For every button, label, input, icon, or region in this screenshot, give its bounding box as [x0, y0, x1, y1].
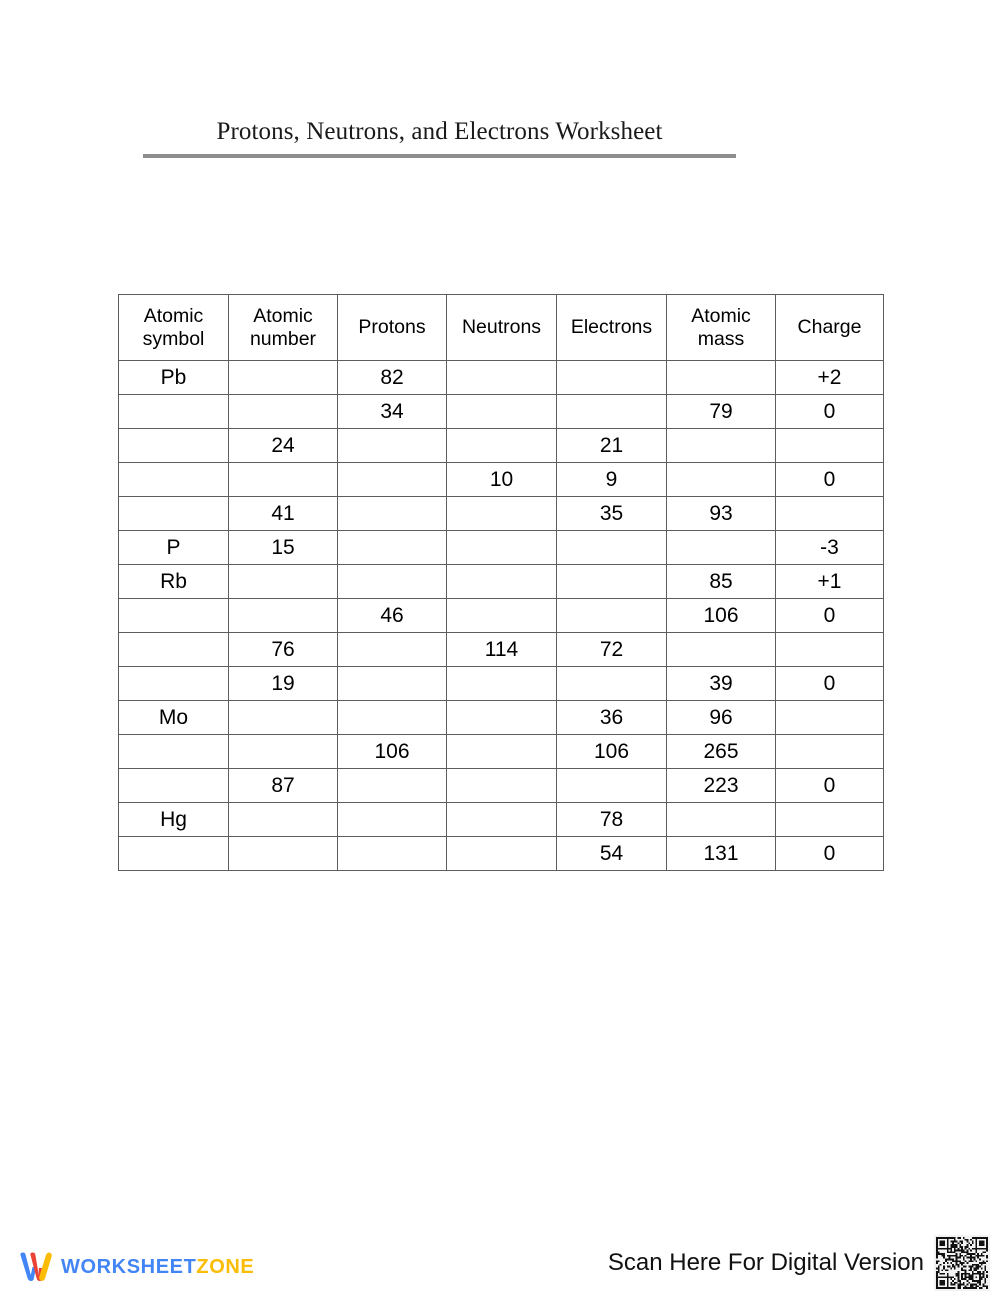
cell-atomic-symbol[interactable] [119, 429, 229, 463]
particles-table [118, 294, 884, 871]
cell-neutrons[interactable] [447, 735, 557, 769]
cell-atomic-mass[interactable]: 106 [667, 599, 776, 633]
table-row [119, 395, 884, 429]
cell-charge[interactable]: 0 [776, 769, 884, 803]
table-row [119, 735, 884, 769]
cell-electrons[interactable]: 35 [557, 497, 667, 531]
cell-charge[interactable]: 0 [776, 395, 884, 429]
qr-code-icon[interactable] [934, 1235, 990, 1291]
cell-atomic-symbol[interactable] [119, 599, 229, 633]
cell-charge[interactable]: -3 [776, 531, 884, 565]
cell-protons[interactable] [338, 803, 447, 837]
column-header-atomic-symbol [119, 295, 229, 361]
cell-atomic-mass[interactable] [667, 361, 776, 395]
cell-atomic-number[interactable]: 19 [229, 667, 338, 701]
cell-atomic-mass[interactable]: 223 [667, 769, 776, 803]
table-row [119, 701, 884, 735]
cell-atomic-number[interactable] [229, 463, 338, 497]
table-row [119, 497, 884, 531]
cell-neutrons[interactable] [447, 803, 557, 837]
brand-name-secondary: ZONE [196, 1256, 255, 1278]
cell-atomic-mass[interactable] [667, 429, 776, 463]
cell-protons[interactable] [338, 769, 447, 803]
scan-prompt [608, 1232, 990, 1294]
cell-electrons[interactable] [557, 565, 667, 599]
cell-atomic-number[interactable]: 15 [229, 531, 338, 565]
cell-charge[interactable] [776, 803, 884, 837]
cell-atomic-symbol[interactable]: Mo [119, 701, 229, 735]
cell-atomic-number[interactable] [229, 803, 338, 837]
cell-atomic-mass[interactable]: 85 [667, 565, 776, 599]
cell-protons[interactable] [338, 429, 447, 463]
cell-atomic-symbol[interactable]: P [119, 531, 229, 565]
cell-neutrons[interactable] [447, 701, 557, 735]
table-body [119, 361, 884, 871]
column-header-line-1: Charge [797, 316, 862, 338]
cell-atomic-number[interactable]: 24 [229, 429, 338, 463]
cell-electrons[interactable]: 21 [557, 429, 667, 463]
table-row [119, 463, 884, 497]
cell-charge[interactable] [776, 633, 884, 667]
table-row [119, 599, 884, 633]
table-row [119, 667, 884, 701]
cell-electrons[interactable] [557, 769, 667, 803]
cell-electrons[interactable]: 106 [557, 735, 667, 769]
cell-atomic-number[interactable] [229, 395, 338, 429]
cell-atomic-mass[interactable] [667, 463, 776, 497]
cell-neutrons[interactable]: 10 [447, 463, 557, 497]
table-row [119, 429, 884, 463]
cell-atomic-number[interactable] [229, 565, 338, 599]
cell-atomic-symbol[interactable] [119, 837, 229, 871]
page-title: Protons, Neutrons, and Electrons Worksheet [216, 118, 663, 145]
brand-name-primary: WORKSHEET [61, 1256, 197, 1278]
cell-atomic-symbol[interactable] [119, 633, 229, 667]
column-header-atomic-mass [667, 295, 776, 361]
scan-here-label: Scan Here For Digital Version [607, 1249, 924, 1276]
cell-protons[interactable] [338, 531, 447, 565]
cell-atomic-symbol[interactable] [119, 497, 229, 531]
cell-protons[interactable] [338, 497, 447, 531]
column-header-atomic-number [229, 295, 338, 361]
cell-neutrons[interactable] [447, 429, 557, 463]
cell-atomic-number[interactable] [229, 361, 338, 395]
cell-atomic-symbol[interactable] [119, 769, 229, 803]
cell-atomic-number[interactable] [229, 599, 338, 633]
column-header-line-2: symbol [142, 327, 205, 350]
cell-neutrons[interactable]: 114 [447, 633, 557, 667]
cell-atomic-mass[interactable]: 39 [667, 667, 776, 701]
cell-atomic-number[interactable]: 76 [229, 633, 338, 667]
table-header-row [119, 295, 884, 361]
cell-atomic-symbol[interactable] [119, 667, 229, 701]
cell-neutrons[interactable] [447, 599, 557, 633]
cell-electrons[interactable]: 9 [557, 463, 667, 497]
worksheetzone-logo[interactable] [18, 1250, 254, 1284]
cell-atomic-symbol[interactable] [119, 463, 229, 497]
cell-electrons[interactable]: 36 [557, 701, 667, 735]
cell-charge[interactable]: +1 [776, 565, 884, 599]
cell-neutrons[interactable] [447, 667, 557, 701]
cell-neutrons[interactable] [447, 565, 557, 599]
column-header-neutrons [447, 295, 557, 361]
cell-protons[interactable] [338, 701, 447, 735]
cell-electrons[interactable] [557, 531, 667, 565]
cell-neutrons[interactable] [447, 361, 557, 395]
worksheetzone-w-mark-icon [18, 1251, 54, 1283]
title-divider [143, 154, 736, 158]
column-header-line-1: Atomic [143, 304, 204, 327]
column-header-line-1: Atomic [253, 304, 313, 327]
column-header-line-1: Atomic [691, 304, 751, 327]
cell-charge[interactable] [776, 735, 884, 769]
cell-atomic-mass[interactable] [667, 803, 776, 837]
cell-charge[interactable] [776, 429, 884, 463]
worksheet-table-container [118, 294, 883, 871]
cell-protons[interactable]: 46 [338, 599, 447, 633]
cell-charge[interactable] [776, 497, 884, 531]
cell-electrons[interactable]: 72 [557, 633, 667, 667]
column-header-electrons [557, 295, 667, 361]
table-row [119, 565, 884, 599]
cell-charge[interactable] [776, 701, 884, 735]
cell-atomic-symbol[interactable] [119, 395, 229, 429]
cell-charge[interactable]: 0 [776, 599, 884, 633]
cell-charge[interactable]: 0 [776, 837, 884, 871]
cell-neutrons[interactable] [447, 497, 557, 531]
cell-protons[interactable]: 106 [338, 735, 447, 769]
cell-charge[interactable]: +2 [776, 361, 884, 395]
cell-atomic-number[interactable]: 87 [229, 769, 338, 803]
cell-atomic-symbol[interactable]: Pb [119, 361, 229, 395]
brand-wordmark [61, 1257, 254, 1277]
cell-charge[interactable]: 0 [776, 463, 884, 497]
cell-atomic-number[interactable]: 41 [229, 497, 338, 531]
cell-charge[interactable]: 0 [776, 667, 884, 701]
table-row [119, 769, 884, 803]
table-row [119, 633, 884, 667]
title-block [143, 116, 736, 158]
cell-neutrons[interactable] [447, 769, 557, 803]
cell-atomic-mass[interactable]: 93 [667, 497, 776, 531]
cell-electrons[interactable]: 54 [557, 837, 667, 871]
cell-neutrons[interactable] [447, 395, 557, 429]
cell-protons[interactable] [338, 633, 447, 667]
cell-protons[interactable] [338, 837, 447, 871]
column-header-line-1: Neutrons [461, 316, 542, 338]
column-header-line-2: number [249, 327, 317, 350]
cell-atomic-number[interactable] [229, 735, 338, 769]
cell-atomic-symbol[interactable]: Hg [119, 803, 229, 837]
cell-neutrons[interactable] [447, 531, 557, 565]
cell-protons[interactable]: 82 [338, 361, 447, 395]
cell-protons[interactable] [338, 463, 447, 497]
table-row [119, 837, 884, 871]
cell-atomic-mass[interactable]: 265 [667, 735, 776, 769]
column-header-line-1: Electrons [570, 316, 653, 338]
table-row [119, 531, 884, 565]
page-footer [0, 1232, 1000, 1294]
cell-electrons[interactable] [557, 667, 667, 701]
cell-atomic-number[interactable] [229, 837, 338, 871]
cell-electrons[interactable]: 78 [557, 803, 667, 837]
column-header-protons [338, 295, 447, 361]
cell-neutrons[interactable] [447, 837, 557, 871]
cell-electrons[interactable] [557, 361, 667, 395]
cell-protons[interactable]: 34 [338, 395, 447, 429]
cell-atomic-symbol[interactable] [119, 735, 229, 769]
table-row [119, 803, 884, 837]
cell-atomic-number[interactable] [229, 701, 338, 735]
cell-electrons[interactable] [557, 599, 667, 633]
column-header-charge [776, 295, 884, 361]
cell-atomic-mass[interactable]: 79 [667, 395, 776, 429]
cell-atomic-mass[interactable]: 131 [667, 837, 776, 871]
cell-electrons[interactable] [557, 395, 667, 429]
cell-atomic-mass[interactable]: 96 [667, 701, 776, 735]
cell-atomic-mass[interactable] [667, 633, 776, 667]
cell-protons[interactable] [338, 667, 447, 701]
column-header-line-1: Protons [358, 316, 426, 338]
cell-protons[interactable] [338, 565, 447, 599]
column-header-line-2: mass [697, 327, 745, 350]
cell-atomic-symbol[interactable]: Rb [119, 565, 229, 599]
cell-atomic-mass[interactable] [667, 531, 776, 565]
table-row [119, 361, 884, 395]
